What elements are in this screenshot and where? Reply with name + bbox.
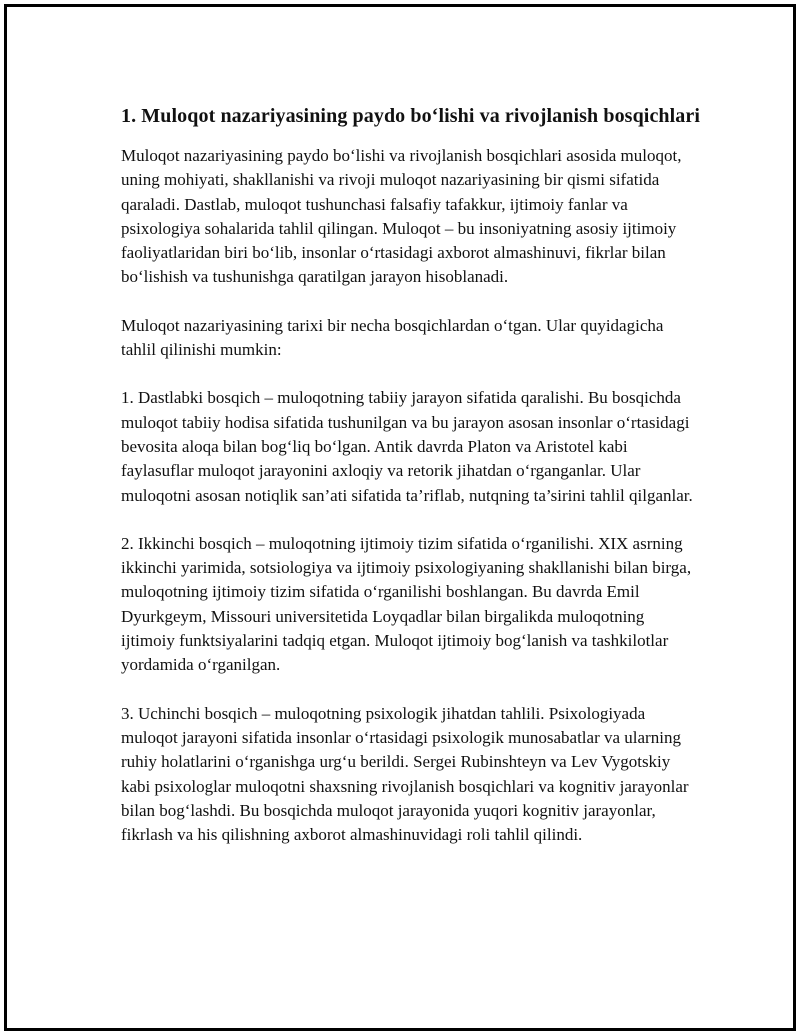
paragraph-history: Muloqot nazariyasining tarixi bir necha bosqichlardan o‘tgan. Ular quyidagicha tahlil qilinishi mumkin: — [121, 315, 664, 360]
document-title: 1. Muloqot nazariyasining paydo bo‘lishi va rivojlanish bosqichlari — [121, 105, 701, 127]
paragraph-intro: Muloqot nazariyasining paydo bo‘lishi va rivojlanish bosqichlari asosida muloqot, uning mohiyati, shakllanishi va rivoji muloqot nazariyasining bir qismi sifatida qaraladi. Dastlab, muloqot tushunchasi falsafiy tafakkur, ijtimoiy fanlar va psixologiya sohalarida tahlil qilingan. Muloqot – bu insoniyatning asosiy ijtimoiy faoliyatlaridan biri bo‘lib, insonlar o‘rtasidagi axborot almashinuvi, fikrlar bilan bo‘lishish va tushunishga qaratilgan jarayon hisoblanadi. — [121, 146, 682, 287]
paragraph-stage-1: 1. Dastlabki bosqich – muloqotning tabiiy jarayon sifatida qaralishi. Bu bosqichda muloqot tabiiy hodisa sifatida tushunilgan va bu jarayon asosan insonlar o‘rtasidagi bevosita aloqa bilan bog‘liq bo‘lgan. Antik davrda Platon va Aristotel kabi faylasuflar muloqot jarayonini axloqiy va retorik jihatdan o‘rganganlar. Ular muloqotni asosan notiqlik san’ati sifatida ta’riflab, nutqning ta’sirini tahlil qilganlar. — [121, 388, 693, 505]
paragraph-stage-3: 3. Uchinchi bosqich – muloqotning psixologik jihatdan tahlili. Psixologiyada muloqot jarayoni sifatida insonlar o‘rtasidagi psixologik munosabatlar va ularning ruhiy holatlarini o‘rganishga urg‘u berildi. Sergei Rubinshteyn va Lev Vygotskiy kabi psixologlar muloqotni shaxsning rivojlanish bosqichlari va kognitiv jarayonlar bilan bog‘lashdi. Bu bosqichda muloqot jarayonida yuqori kognitiv jarayonlar, fikrlash va his qilishning axborot almashinuvidagi roli tahlil qilindi. — [121, 703, 689, 845]
document-body — [121, 103, 701, 871]
page-frame — [4, 4, 796, 1031]
paragraph-stage-2: 2. Ikkinchi bosqich – muloqotning ijtimoiy tizim sifatida o‘rganilishi. XIX asrning ikkinchi yarimida, sotsiologiya va ijtimoiy psixologiyaning shakllanishi bilan birga, muloqotning ijtimoiy tizim sifatida o‘rganilishi boshlangan. Bu davrda Emil Dyurkgeym, Missouri universitetida Loyqadlar bilan birgalikda muloqotning ijtimoiy funktsiyalarini tadqiq etgan. Muloqot ijtimoiy bog‘lanish va tashkilotlar yordamida o‘rganilgan. — [121, 533, 692, 675]
